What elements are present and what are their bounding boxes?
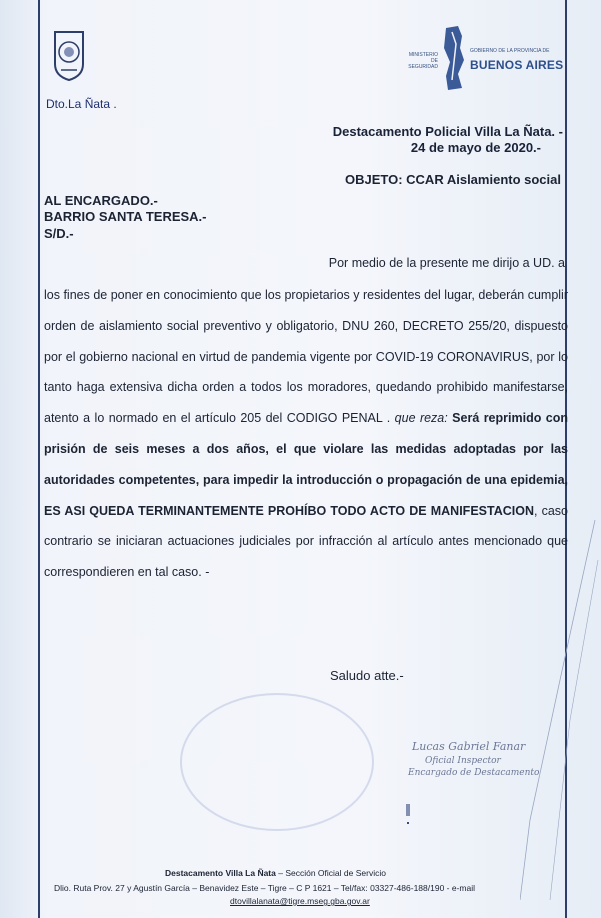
que-reza-text: que reza: [394, 411, 448, 426]
footer-office: Destacamento Villa La Ñata [165, 868, 276, 878]
penal-code-quote: Será reprimido con prisión de seis meses a dos años, el que violare las medidas adoptadas por las autoridades competentes, para impedir la introducción o propagación de una epidemia, ES ASI QUEDA TERMINANTEMENTE PROHÍBO TODO ACTO DE MANIFESTACION [44, 411, 568, 518]
recipient-line-1: AL ENCARGADO.- [44, 193, 158, 208]
recipient-line-3: S/D.- [44, 226, 74, 241]
dto-label: Dto.La Ñata . [46, 97, 117, 111]
left-margin-rule [38, 0, 40, 918]
office-heading: Destacamento Policial Villa La Ñata. - [332, 124, 563, 139]
closing-salutation: Saludo atte.- [330, 668, 404, 683]
footer-email-link[interactable]: dtovillalanata@tigre.mseg.gba.gov.ar [230, 896, 370, 906]
ministry-label: MINISTERIO DE SEGURIDAD [408, 52, 438, 70]
paper-fold-lines [520, 520, 600, 900]
province-name: BUENOS AIRES [470, 58, 564, 72]
government-label: GOBIERNO DE LA PROVINCIA DE [470, 48, 550, 54]
subject-line: OBJETO: CCAR Aislamiento social [345, 172, 561, 187]
police-crest-icon [52, 30, 86, 82]
recipient-line-2: BARRIO SANTA TERESA.- [44, 209, 207, 224]
official-stamp [180, 693, 374, 831]
footer-address: Dlio. Ruta Prov. 27 y Agustín García – Benavidez Este – Tigre – C P 1621 – Tel/fax: 03327-486-188/190 - e-mail [54, 883, 475, 893]
body-paragraph [44, 280, 568, 588]
signature-office: Encargado de Destacamento [408, 768, 540, 778]
body-closing-text: , caso contrario se iniciaran actuaciones judiciales por infracción al artículo antes mencionado que correspondieren en tal caso. - [44, 503, 568, 580]
footer-line-1 [165, 868, 386, 878]
ink-dot [407, 822, 409, 824]
body-opening: Por medio de la presente me dirijo a UD. a [328, 256, 565, 270]
ink-mark [406, 804, 410, 816]
body-text: los fines de poner en conocimiento que los propietarios y residentes del lugar, deberán cumplir orden de aislamiento social preventivo y obligatorio, DNU 260, DECRETO 255/20, dispuesto por el gobierno nacional en virtud de pandemia vigente por COVID-19 CORONAVIRUS, por lo tanto haga extensiva dicha orden a todos los moradores, quedando prohibido manifestarse, atento a lo normado en el artículo 205 del CODIGO PENAL . [44, 288, 568, 426]
signature-name: Lucas Gabriel Fanar [412, 740, 526, 753]
signature-role: Oficial Inspector [425, 756, 501, 766]
footer-section: – Sección Oficial de Servicio [275, 868, 386, 878]
document-date: 24 de mayo de 2020.- [410, 140, 541, 155]
